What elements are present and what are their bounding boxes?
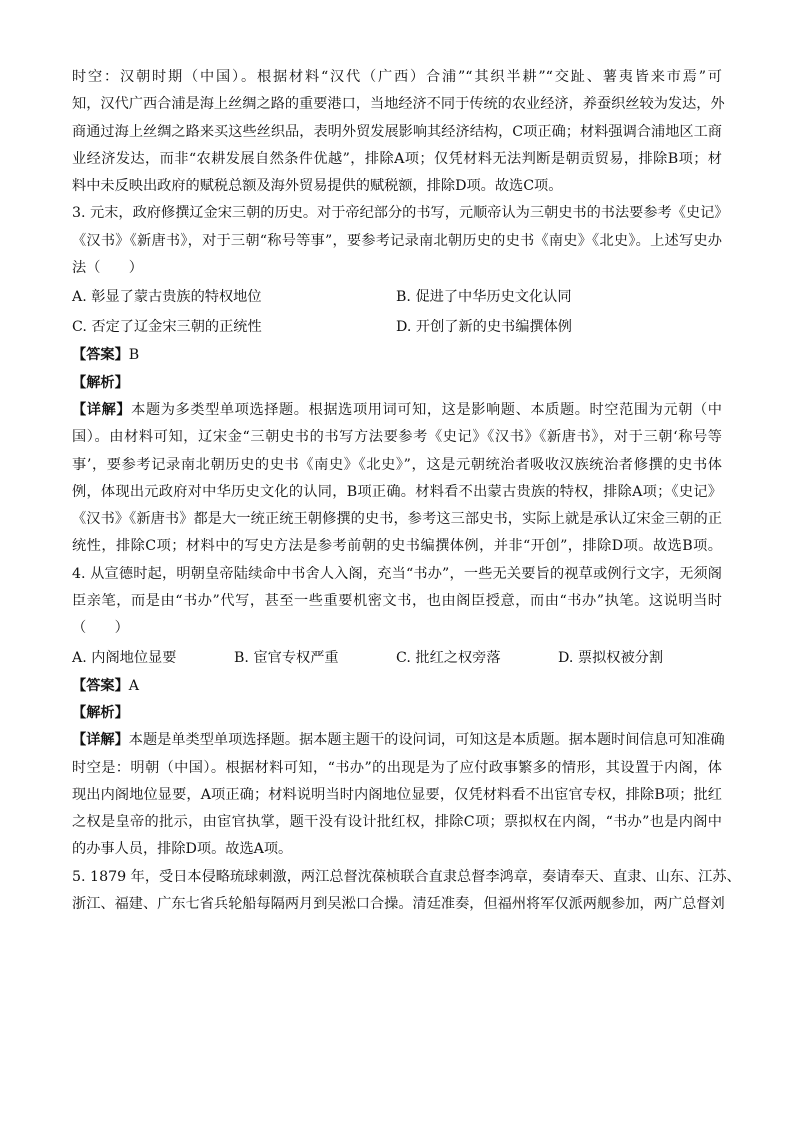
question-stem-line: 法（ ）: [72, 260, 143, 277]
question-stem-line: 3. 元末，政府修撰辽金宋三朝的历史。对于帝纪部分的书写，元顺帝认为三朝史书的书法要参考《史记》: [72, 205, 729, 222]
answer-value: A: [128, 677, 140, 694]
detail-line: 时空是：明朝（中国）。根据材料可知，“书办”的出现是为了应付政事繁多的情形，其设置于内阁，体: [72, 759, 722, 776]
answer-line: [72, 342, 722, 369]
question-stem-line: （ ）: [72, 620, 129, 637]
detail-line: 国）。由材料可知，辽宋金“三朝史书的书写方法要参考《史记》《汉书》《新唐书》，对于三朝‘称号等: [72, 429, 722, 446]
options-row: [72, 312, 722, 342]
text-line: 商通过海上丝绸之路来买这些丝织品，表明外贸发展影响其经济结构，C项正确；材料强调合浦地区工商: [72, 123, 722, 140]
document-page: [72, 64, 741, 918]
detail-line: 《汉书》《新唐书》都是大一统正统王朝修撰的史书，参考这三部史书，实际上就是承认辽宋金三朝的正: [72, 511, 722, 528]
option-a: A. 彰显了蒙古贵族的特权地位: [72, 289, 262, 306]
options-row: [72, 643, 722, 673]
option-b: B. 促进了中华历史文化认同: [396, 289, 572, 306]
detail-line: 事’，要参考记录南北朝历史的史书《南史》《北史》”，这是元朝统治者吸收汉族统治者修撰的史书体: [72, 456, 722, 473]
question-stem-line: 5. 1879 年，受日本侵略琉球刺激，两江总督沈葆桢联合直隶总督李鸿章，奏请奉天、直隶、山东、江苏、: [72, 868, 741, 885]
option-d: D. 开创了新的史书编撰体例: [396, 319, 572, 336]
continuation-paragraph: [72, 64, 725, 200]
detail-line: 统性，排除C项；材料中的写史方法是参考前朝的史书编撰体例，并非“开创”，排除D项。故选B项。: [72, 538, 722, 555]
detail-tag: 【详解】: [72, 401, 132, 418]
detail-tag: 【详解】: [72, 732, 129, 749]
option-a: A. 内阁地位显要: [72, 649, 177, 666]
question-stem-line: 4. 从宣德时起，明朝皇帝陆续命中书舍人入阁，充当“书办”，一些无关要旨的视草或例行文字，无须阁: [72, 565, 722, 582]
question-4: [72, 561, 725, 864]
answer-tag: 【答案】: [72, 677, 129, 694]
option-c: C. 否定了辽金宋三朝的正统性: [72, 319, 262, 336]
detail-line: 之权是皇帝的批示，由宦官执掌，题干没有设计批红权，排除C项；票拟权在内阁，“书办”也是内阁中: [72, 814, 722, 831]
detail-line: 【详解】本题为多类型单项选择题。根据选项用词可知，这是影响题、本质题。时空范围为元朝（中: [72, 401, 722, 418]
text-line: 料中未反映出政府的赋税总额及海外贸易提供的赋税额，排除D项。故选C项。: [72, 178, 563, 195]
option-b: B. 宦官专权严重: [234, 649, 339, 666]
question-stem-line: 臣亲笔，而是由“书办”代写，甚至一些重要机密文书，也由阁臣授意，而由“书办”执笔。这说明当时: [72, 593, 722, 610]
answer-value: B: [128, 347, 140, 364]
detail-line: 【详解】本题是单类型单项选择题。据本题主题干的设问词，可知这是本质题。据本题时间信息可知准确: [72, 732, 725, 749]
question-stem-line: 《汉书》《新唐书》，对于三朝“称号等事”，要参考记录南北朝历史的史书《南史》《北史》。上述写史办: [72, 232, 722, 249]
detail-line: 例，体现出元政府对中华历史文化的认同，B项正确。材料看不出蒙古贵族的特权，排除A项；《史记》: [72, 483, 722, 500]
detail-line: 现出内阁地位显要，A项正确；材料说明当时内阁地位显要，仅凭材料看不出宦官专权，排除B项；批红: [72, 786, 722, 803]
option-c: C. 批红之权旁落: [396, 649, 501, 666]
text-line: 时空：汉朝时期（中国）。根据材料“汉代（广西）合浦”“其织半耕”“交趾、薯夷皆来市焉”可: [72, 69, 722, 85]
option-d: D. 票拟权被分割: [558, 649, 664, 666]
detail-line: 的办事人员，排除D项。故选A项。: [72, 841, 293, 858]
question-stem-line: 浙江、福建、广东七省兵轮船每隔两月到吴淞口合操。清廷准奏，但福州将军仅派两舰参加，两广总督刘: [72, 896, 725, 913]
text-line: 知，汉代广西合浦是海上丝绸之路的重要港口，当地经济不同于传统的农业经济，养蚕织丝较为发达，外: [72, 96, 725, 113]
text-line: 业经济发达，而非“农耕发展自然条件优越”，排除A项；仅凭材料无法判断是朝贡贸易，排除B项；材: [72, 150, 722, 167]
question-3: [72, 200, 729, 560]
answer-line: [72, 673, 722, 700]
analysis-heading: 【解析】: [72, 704, 129, 721]
question-5: [72, 864, 741, 919]
options-row: [72, 282, 722, 312]
answer-tag: 【答案】: [72, 347, 129, 364]
analysis-heading: 【解析】: [72, 374, 129, 391]
